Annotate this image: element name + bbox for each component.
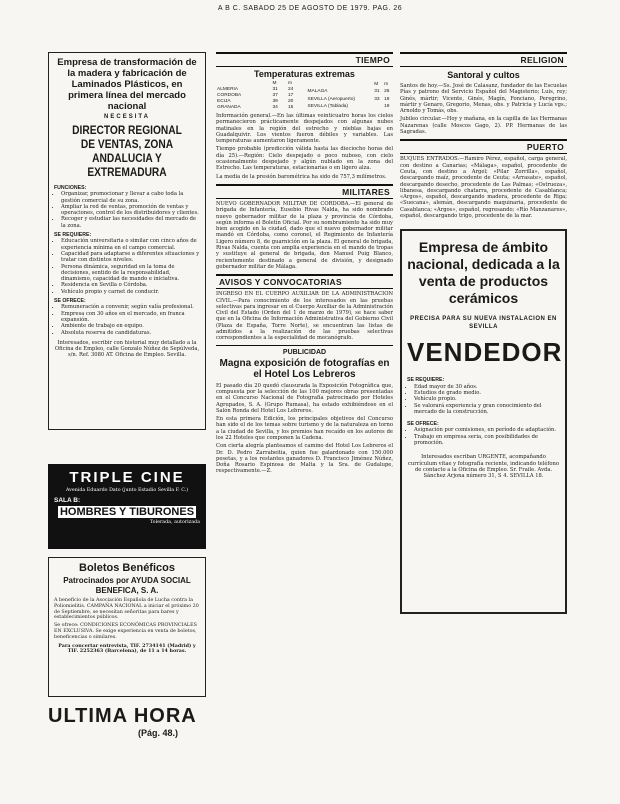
temps-left-table bbox=[216, 81, 303, 111]
cinema-subtitle: Avenida Eduardo Dato (junto Estadio Sevilla F. C.) bbox=[65, 488, 189, 493]
vendedor-contact: Interesados escriban URGENTE, acompañando currículum vitae y fotografía reciente, indicando teléfono de contacto a la Oficina de Empleo. Sr. Fraile. Avda. Sánchez Arjona número 31, S 4. SEVILLA 18. bbox=[408, 454, 559, 480]
right-column bbox=[400, 52, 567, 614]
list-item: • Edad mayor de 30 años. bbox=[414, 384, 560, 390]
min: 24 bbox=[287, 87, 294, 92]
head-max: M bbox=[272, 81, 277, 86]
section-tiempo: TIEMPO bbox=[216, 52, 393, 67]
cinema-title: TRIPLE CINE bbox=[69, 469, 185, 486]
min: 17 bbox=[287, 93, 294, 98]
list-item: • Ambiente de trabajo en equipo. bbox=[61, 323, 200, 329]
table-row bbox=[307, 96, 394, 104]
list-item: • Persona dinámica, seguridad en la toma de decisiones, sentido de la responsabilidad, dinamismo, capacidad de mando e iniciativa. bbox=[61, 264, 200, 283]
page-header: A B C. SABADO 25 DE AGOSTO DE 1979. PAG. 26 bbox=[217, 5, 403, 12]
vendedor-ad bbox=[400, 229, 567, 614]
list-item: • Organizar, promocionar y llevar a cabo toda la gestión comercial de su zona. bbox=[61, 191, 200, 204]
max: 34 bbox=[272, 105, 278, 110]
job-ad-funciones-list bbox=[54, 191, 200, 229]
expo-text-3: Con cierta alegría planteamos el camino del Hotel Los Lebreros el Dr. D. Pedro Zarrabeitia, quien fue galardonado con 150.000 pesetas, y a los restantes ganadores D. Francisco Jiménez Núñez, Doña Rosario Espinosa de Malta y la Sra. de Gudalupe, respectivamente.—Z. bbox=[216, 443, 393, 475]
cinema-film-note: Tolerada, autorizada bbox=[149, 519, 200, 525]
puerto-text: BUQUES ENTRADOS.—Ramiro Pérez, español, carga general, con destino a Canarias; «Málaga», español, procedente de Ceuta, con destino a Argel; «Pilar Zorrilla», español, descargando maíz, procedente de Ceuta; «Arrasate», español, descargando desecho, procedente de Las Palmas; «Ostrueza», libanesa, descargando chatarra, procedente de Casablanca; «Argos», español, descargando madera, procedente de Riga; «Suecana», alemán, descargando maquinaria, procedente de Casablanca; «Argos», español, regresando; «Río Manzanares», español, descargando trigo, procedente de la mar. bbox=[400, 156, 567, 220]
table-row bbox=[307, 104, 394, 112]
vendedor-ofrece-list bbox=[407, 427, 560, 446]
head-min: m bbox=[384, 81, 389, 87]
vendedor-intro: Empresa de ámbito nacional, dedicada a la venta de productos cerámicos bbox=[407, 239, 560, 307]
list-item: • Estudios de grado medio. bbox=[414, 390, 560, 396]
santoral-text: Santos de hoy.—Ss. José de Calasanz, fundador de las Escuelas Pías y patrono del Servicio Español del Magisterio; Luis, rey; Ginés, mártir; Vicente, Ginés, Magín, Fonciano, Peregrino, mártir y Genaro, Gregorio, Menas, obs. y Patricia y Lucía vgs.; Arnoldo y Tomás, obs. bbox=[400, 83, 567, 115]
middle-column bbox=[216, 52, 393, 477]
boletos-contact: Para concertar entrevista, TIF. 2734141 (Madrid) y TIF. 2252363 (Barcelona), de 11 a 14 horas. bbox=[58, 642, 196, 655]
section-avisos: AVISOS Y CONVOCATORIAS bbox=[216, 274, 393, 289]
city: CORDOBA bbox=[217, 93, 242, 98]
list-item: • Capacidad para adaptarse a diferentes situaciones y tratar con distintos niveles. bbox=[61, 251, 200, 264]
vendedor-requiere-label: SE REQUIERE: bbox=[407, 377, 445, 384]
list-item: • Recoger y estudiar las necesidades del mercado de la zona. bbox=[61, 216, 200, 229]
table-row bbox=[307, 89, 394, 97]
boletos-title: Boletos Benéficos bbox=[79, 562, 175, 574]
max bbox=[373, 104, 383, 112]
head-max: M bbox=[374, 81, 379, 87]
table-row bbox=[216, 105, 303, 111]
section-militares: MILITARES bbox=[216, 184, 393, 199]
min: 20 bbox=[287, 99, 294, 104]
boletos-ad bbox=[48, 557, 206, 697]
job-ad-intro: Empresa de transformación de la madera y fabricación de Laminados Plásticos, en primera línea del mercado nacional bbox=[57, 57, 197, 112]
list-item: • Asignación por comisiones, en período de adaptación. bbox=[414, 427, 560, 433]
job-ad-position: DIRECTOR REGIONAL DE VENTAS, ZONA ANDALUCIA Y EXTREMADURA bbox=[72, 123, 182, 179]
city: GRANADA bbox=[217, 105, 241, 110]
militares-text: NUEVO GOBERNADOR MILITAR DE CORDOBA.—El general de brigada de Infantería, Eusebio Rivas Nalda, ha sido nombrado nuevo gobernador militar de la plaza y provincia de Córdoba, según informa el Boletín Oficial. Por su nombramiento ha sido muy bien acogido en la ciudad, dado que el nuevo gobernador militar mandó en Córdoba, como coronel, el Regimiento de Infantería Ligero número 8, de guarnición en la plaza. El general de brigada, Rivas Nalda, cuenta con amplia experiencia en el mando de tropas y sustituye al general de brigada, don Manuel Puig Blanco, recientemente destinado a general de división, y designado gobernador militar de Málaga. bbox=[216, 200, 393, 270]
temps-right-table bbox=[307, 81, 394, 111]
vendedor-ofrece-label: SE OFRECE: bbox=[407, 421, 439, 428]
head-min: m bbox=[287, 81, 292, 86]
cinema-ad bbox=[48, 464, 206, 549]
ultima-hora-title: ULTIMA HORA bbox=[48, 705, 197, 727]
section-religion: RELIGION bbox=[400, 52, 567, 67]
boletos-body2: Se ofrece: CONDICIONES ECONÓMICAS PROVINCIALES EN EXCLUSIVA. Se exige experiencia en venta de boletos, beneficencias o similares. bbox=[54, 623, 197, 640]
vendedor-position: VENDEDOR bbox=[407, 337, 563, 368]
job-ad-ofrece-label: SE OFRECE: bbox=[54, 298, 86, 305]
min: 19 bbox=[384, 104, 390, 110]
job-ad-necesita: NECESITA bbox=[104, 114, 150, 120]
ultima-hora-page: (Pág. 48.) bbox=[138, 728, 179, 738]
vendedor-requiere-list bbox=[407, 384, 560, 415]
job-ad-requiere-list bbox=[54, 238, 200, 295]
list-item: • Absoluta reserva de candidaturas. bbox=[61, 330, 200, 336]
divider bbox=[216, 345, 393, 346]
max: 31 bbox=[272, 87, 278, 92]
jubileo-text: Jubileo circular.—Hoy y mañana, en la capilla de las Hermanas Nazarenas (calle Moscos Gago, 2). PP. Hermanas de las Sagradas. bbox=[400, 116, 567, 136]
weather-text: Información general.—En las últimas veinticuatro horas los cielos permanecieron prácticamente despejados con algunas nubes matinales en la región del estrecho y nieblas bajas en Guadalquivir. Los vientos fueron débiles y variables. Las temperaturas aumentaron ligeramente. bbox=[216, 113, 393, 145]
ultima-hora-block bbox=[48, 705, 206, 738]
city: ECIJA bbox=[217, 99, 231, 104]
city: ALMERIA bbox=[217, 87, 239, 92]
list-item: • Trabajo en empresa seria, con posibilidades de promoción. bbox=[414, 434, 560, 447]
cinema-sala: SALA B: bbox=[54, 496, 81, 504]
temps-table bbox=[216, 81, 393, 111]
max: 31 bbox=[374, 89, 380, 95]
city: SEVILLA (Tablada) bbox=[307, 104, 349, 110]
list-item: • Vehículo propio. bbox=[414, 396, 560, 402]
list-item: • Vehículo propio y carnet de conducir. bbox=[61, 289, 200, 295]
weather-forecast: Tiempo probable (predicción válida hasta las dieciocho horas del día 25).—Región: Cielo despejado o poco nuboso, con cielo ocasionalmente despejado y algún nublado en la zona del Estrecho. Las temperaturas, estacionarias o en ligero alza. bbox=[216, 146, 393, 172]
santoral-title: Santoral y cultos bbox=[447, 70, 520, 80]
list-item: • Ampliar la red de ventas, promoción de ventas y operaciones, control de los distribuidores y clientes. bbox=[61, 204, 200, 217]
job-ad-director bbox=[48, 52, 206, 430]
avisos-text: INGRESO EN EL CUERPO AUXILIAR DE LA ADMINISTRACION CIVIL.—Para conocimiento de los interesados en las pruebas selectivas para ingresar en el Cuerpo Auxiliar de la Administración Civil del Estado (Orden del 1 de marzo de 1979), se hace saber que en la Oficina de Información Administrativa del Gobierno Civil (Plaza de España, Torre Norte), se encuentran las listas de admitidos a la realización de las pruebas selectivas correspondientes a la especialidad de mecanógrafo. bbox=[216, 291, 393, 342]
city: MALAGA bbox=[307, 89, 328, 95]
city: SEVILLA (Aeropuerto) bbox=[307, 96, 355, 102]
job-ad-requiere-label: SE REQUIERE: bbox=[54, 232, 92, 239]
max: 37 bbox=[272, 93, 278, 98]
temps-title: Temperaturas extremas bbox=[254, 69, 355, 79]
cinema-film: HOMBRES Y TIBURONES bbox=[59, 505, 195, 518]
left-column bbox=[48, 52, 206, 738]
list-item: • Se valorará experiencia y gran conocimiento del mercado de la construcción. bbox=[414, 403, 560, 416]
boletos-body: A beneficio de la Asociación Española de Lucha contra la Poliomielitis. CAMPAÑA NACIONAL a iniciar el próximo 20 de Septiembre, se necesitan señoritas para bares y establecimientos públicos. bbox=[54, 598, 199, 621]
list-item: • Educación universitaria o similar con cinco años de experiencia mínima en el campo comercial. bbox=[61, 238, 200, 251]
min: 26 bbox=[384, 89, 390, 95]
expo-title: Magna exposición de fotografías en el Hotel Los Lebreros bbox=[219, 357, 390, 381]
max: 39 bbox=[272, 99, 278, 104]
boletos-patrocinado: Patrocinados por AYUDA SOCIAL BENEFICA, S. A. bbox=[63, 576, 191, 595]
weather-pressure: La media de la presión barométrica ha sido de 757,3 milímetros. bbox=[216, 173, 387, 180]
min: 15 bbox=[287, 105, 294, 110]
list-item: • Empresa con 30 años en el mercado, en franca expansión. bbox=[61, 311, 200, 324]
job-ad-contact: Interesados, escribir con historial muy detallado a la Oficina de Empleo, calle Gonzalo Núñez de Sepúlveda, s/n. Ref. 3080 AT. Oficina de Empleo. Sevilla. bbox=[54, 339, 200, 359]
list-item: • Residencia en Sevilla o Córdoba. bbox=[61, 282, 200, 288]
min: 19 bbox=[384, 96, 390, 102]
vendedor-precisa: PRECISA PARA SU NUEVA INSTALACION EN SEVILLA bbox=[410, 316, 557, 331]
expo-text: El pasado día 20 quedó clausurada la Exposición Fotográfica que, compuesta por la selección de las 100 mejores obras presentadas en el Concurso Nacional de Fotografía patrocinado por Hoteles Agrupados, S. A. (Grupo Rumasa), ha estado exhibiéndose en el Salón Ronda del Hotel Los Lebreros. bbox=[216, 382, 393, 414]
section-puerto: PUERTO bbox=[400, 139, 567, 154]
job-ad-funciones-label: FUNCIONES: bbox=[54, 185, 87, 191]
max: 33 bbox=[374, 96, 380, 102]
publicidad-label: PUBLICIDAD bbox=[282, 348, 327, 356]
job-ad-ofrece-list bbox=[54, 304, 200, 335]
expo-text-2: En esta primera Edición, los principales objetivos del Concurso han sido el de los temas sobre turismo y de la naturaleza en torno a la ciudad de Sevilla, y los premios han recaído en los autores de los 22 Hoteles que componen la Cadena. bbox=[216, 416, 393, 441]
list-item: • Remuneración a convenir, según valía profesional. bbox=[61, 304, 200, 310]
